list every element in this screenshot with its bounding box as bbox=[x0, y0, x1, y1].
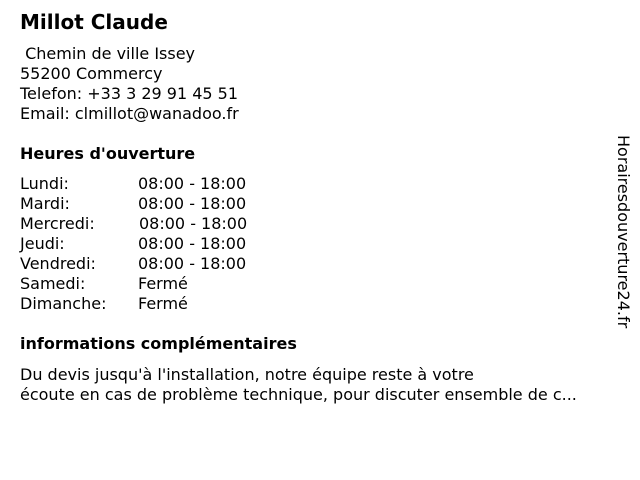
info-heading: informations complémentaires bbox=[20, 334, 297, 353]
day-label: Vendredi: bbox=[20, 254, 96, 273]
day-label: Mardi: bbox=[20, 194, 70, 213]
day-label: Dimanche: bbox=[20, 294, 107, 313]
day-label: Samedi: bbox=[20, 274, 86, 293]
time-value: 08:00 - 18:00 bbox=[138, 254, 247, 273]
day-label: Lundi: bbox=[20, 174, 69, 193]
contact-block bbox=[20, 44, 239, 124]
info-line-2: écoute en cas de problème technique, pour discuter ensemble de c... bbox=[20, 385, 577, 404]
info-description bbox=[20, 365, 624, 405]
hours-row-monday bbox=[20, 174, 320, 194]
phone-number: Telefon: +33 3 29 91 45 51 bbox=[20, 84, 239, 103]
time-value: 08:00 - 18:00 bbox=[138, 174, 247, 193]
time-value: 08:00 - 18:00 bbox=[138, 234, 247, 253]
time-value: Fermé bbox=[138, 274, 188, 293]
day-label: Jeudi: bbox=[20, 234, 65, 253]
address-street: Chemin de ville Issey bbox=[20, 44, 196, 63]
hours-row-tuesday bbox=[20, 194, 320, 214]
hours-row-sunday bbox=[20, 294, 320, 314]
hours-row-friday bbox=[20, 254, 320, 274]
time-value: 08:00 - 18:00 bbox=[139, 214, 248, 233]
business-name: Millot Claude bbox=[20, 10, 168, 34]
time-value: Fermé bbox=[138, 294, 188, 313]
brand-watermark: Horairesdouverture24.fr bbox=[614, 135, 633, 329]
hours-row-saturday bbox=[20, 274, 320, 294]
hours-heading: Heures d'ouverture bbox=[20, 144, 196, 163]
email-address: Email: clmillot@wanadoo.fr bbox=[20, 104, 239, 123]
hours-row-wednesday bbox=[20, 214, 320, 234]
info-line-1: Du devis jusqu'à l'installation, notre équipe reste à votre bbox=[20, 365, 474, 384]
day-label: Mercredi: bbox=[20, 214, 95, 233]
time-value: 08:00 - 18:00 bbox=[138, 194, 247, 213]
address-city: 55200 Commercy bbox=[20, 64, 163, 83]
hours-row-thursday bbox=[20, 234, 320, 254]
opening-hours-list bbox=[20, 174, 320, 314]
